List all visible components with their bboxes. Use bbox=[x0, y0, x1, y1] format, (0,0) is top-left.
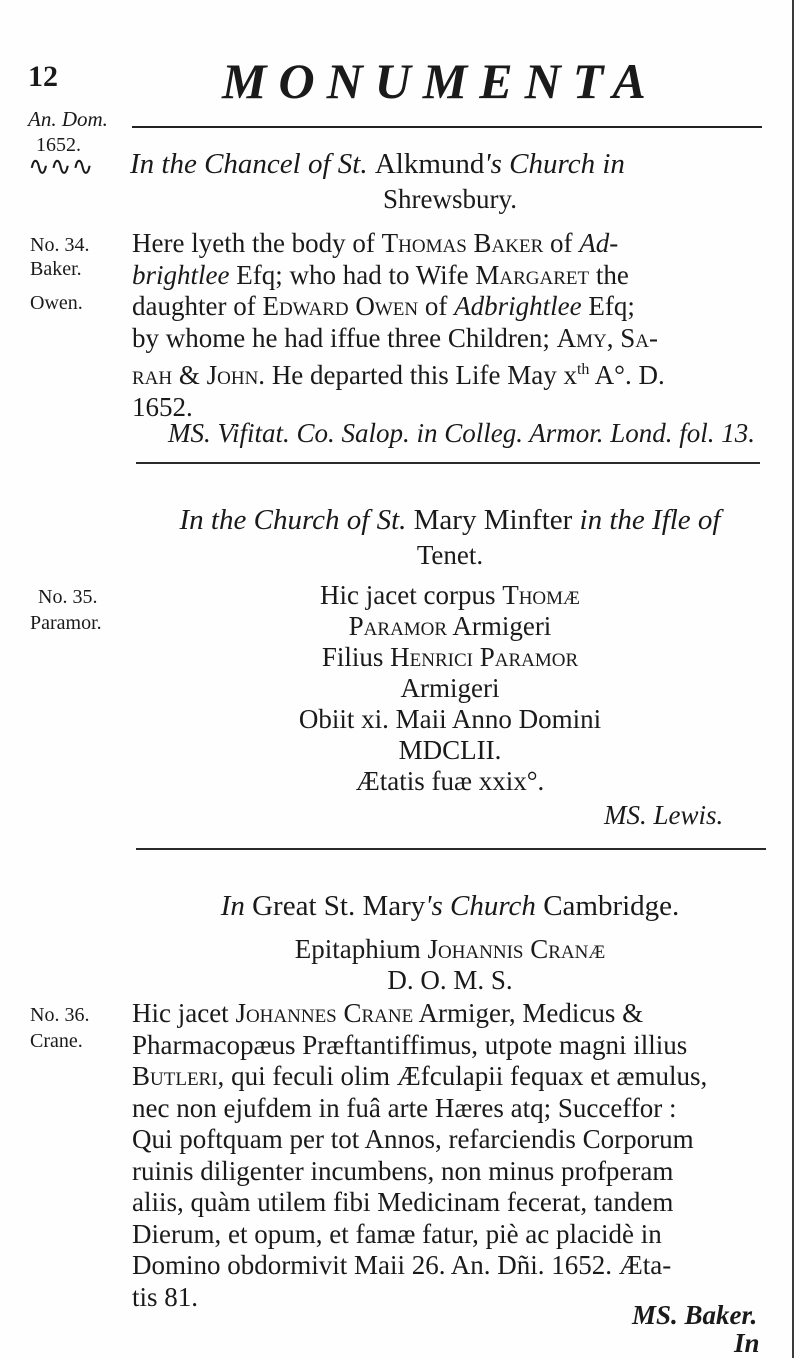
entry-35-title-line2: Tenet. bbox=[416, 540, 484, 570]
margin-no-36: No. 36. bbox=[30, 1004, 90, 1026]
entry-36-heading: Epitaphium Johannis Cranæ D. O. M. S. bbox=[294, 934, 606, 995]
margin-an-dom: An. Dom. bbox=[28, 107, 108, 131]
ornament-flourish-icon: ∿∿∿ bbox=[28, 152, 94, 181]
entry-34-title-line2: Shrewsbury. bbox=[383, 184, 517, 214]
margin-no-35: No. 35. bbox=[38, 586, 98, 608]
page-number: 12 bbox=[28, 60, 58, 93]
page-edge-line bbox=[792, 0, 794, 1358]
separator-rule-1 bbox=[136, 462, 760, 464]
entry-35-epitaph: Hic jacet corpus Thomæ Paramor Armigeri Filius Henrici Paramor Armigeri Obiit xi. Maii Anno Domini MDCLII. Ætatis fuæ xxix°. bbox=[298, 580, 602, 796]
entry-36-text: Hic jacet Johannes Crane Armiger, Medicus & Pharmacopæus Præftantiffimus, utpote magni illius Butleri, qui feculi olim Æfculapii fequax et æmulus, nec non ejufdem in fuâ arte Hæres atq; Succeffor : Qui poftquam per tot Annos, refarciendis Corporum ruinis diligenter incumbens, non minus profperam aliis, quàm utilem fibi Medicinam fecerat, tandem Dierum, et opum, et famæ fatur, piè ac placidè in Domino obdormivit Maii 26. An. Dñi. 1652. Æta- tis 81. bbox=[132, 998, 708, 1312]
header-rule bbox=[132, 126, 762, 128]
margin-name-paramor: Paramor. bbox=[30, 612, 102, 634]
margin-no-34: No. 34. bbox=[30, 234, 90, 256]
margin-year: 1652. bbox=[36, 134, 81, 156]
entry-35-title: In the Church of St. Mary Minfter in the Ifle of bbox=[179, 504, 721, 536]
running-title: MONUMENTA bbox=[222, 53, 658, 109]
entry-34-ms-reference: MS. Vifitat. Co. Salop. in Colleg. Armor. Lond. fol. 13. bbox=[168, 418, 756, 448]
separator-rule-2 bbox=[136, 848, 766, 850]
entry-34-title: In the Chancel of St. Alkmund's Church in bbox=[130, 148, 625, 180]
catchword: In bbox=[734, 1328, 760, 1358]
entry-36-title: In Great St. Mary's Church Cambridge. bbox=[220, 890, 680, 922]
margin-name-crane: Crane. bbox=[30, 1030, 83, 1052]
entry-34-text: Here lyeth the body of Thomas Baker of Ad- brightlee Efq; who had to Wife Margaret the daughter of Edward Owen of Adbrightlee Efq; by whome he had iffue three Children; Amy, Sa- rah & John. He departed this Life May $x^{th}$ A°. D. 1652. bbox=[132, 228, 665, 422]
margin-name-baker: Baker. bbox=[30, 258, 82, 280]
entry-35-ms-reference: MS. Lewis. bbox=[604, 800, 724, 830]
margin-name-owen: Owen. bbox=[30, 292, 83, 314]
entry-36-ms-reference: MS. Baker. bbox=[632, 1300, 758, 1330]
